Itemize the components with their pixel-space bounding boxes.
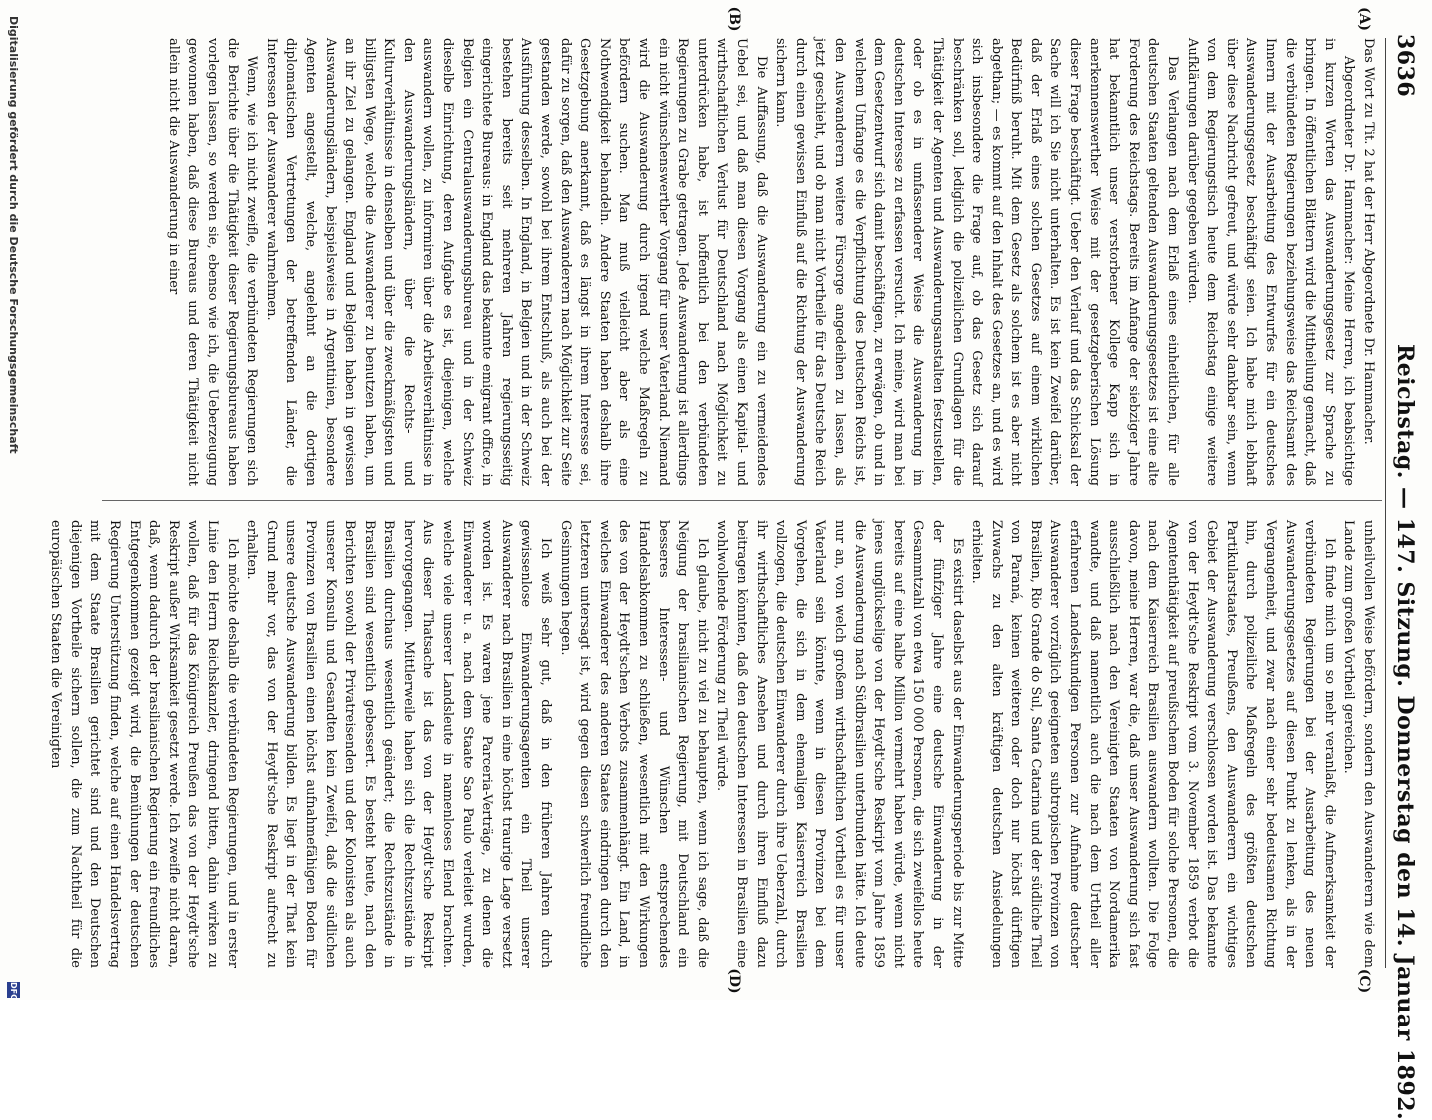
column-rule — [102, 500, 1382, 501]
footer-text: Digitalisierung gefördert durch die Deutsche Forschungsgemeinschaft — [7, 16, 20, 454]
right-paragraph: Ich weiß sehr gut, daß in den früheren Jahren durch gewissenlose Einwanderungsagenten ein Theil unserer Auswanderer nach Brasilien in eine höchst traurige Lage versetzt worden ist. Es waren jene Parceria-Verträge, zu denen die Einwanderer u. a. nach dem Staate Sao Paulo verleitet wurden, welche viele unserer Landsleute in namenloses Elend brachten. Aus dieser Thatsache ist das von der Heydt'sche Reskript hervorgegangen. Mittlerweile haben sich die Rechtszustände in Brasilien durchaus wesentlich geändert; die Rechtszustände in Brasilien sind wesentlich gebessert. Es besteht heute, nach den Berichten sowohl der Privatreisenden und der Kolonisten als auch unserer Konsuln und Gesandten kein Zweifel, daß die südlichen Provinzen von Brasilien einen höchst aufnahmefähigen Boden für unsere deutsche Auswanderung bilden. Es liegt in der That kein Grund mehr vor, das von der Heydt'sche Reskript aufrecht zu erhalten. — [244, 520, 554, 968]
header-rule — [1385, 38, 1386, 968]
digitization-footer — [2, 0, 22, 1000]
speaker-intro: Das Wort zu Tit. 2 hat der Herr Abgeordnete Dr. Hammacher. — [1361, 38, 1376, 445]
right-paragraph: Ich glaube, nicht zu viel zu behaupten, wenn ich sage, daß die Neigung der brasilianischen Regierung, mit Deutschland ein besseres Interessen- und Wünschen entsprechendes Handelsabkommen zu schließen, wesentlich mit den Wirkungen des von der Heydt'schen Verbots zusammenhängt. Ein Land, in welches Einwanderer des anderen Staates eindringen durch den letzteren untersagt ist, wird gegen diesen schwerlich freundliche Gesinnungen hegen. — [557, 520, 710, 968]
dfg-logo: DFG — [9, 982, 18, 1001]
left-column — [128, 38, 1378, 486]
left-paragraph: Das Verlangen nach dem Erlaß eines einheitlichen, für alle deutschen Staaten geltenden Auswanderungsgesetzes ist eine alte Forderung des Reichstags. Bereits im Anfange der siebziger Jahre hat bekanntlich unser verstorbener Kollege Kapp sich in anerkennenswerther Weise mit der gesetzgeberischen Lösung dieser Frage beschäftigt. Ueber den Verlauf und das Schicksal der Sache will ich Sie nicht unterhalten. Es ist kein Zweifel darüber, daß der Erlaß eines solchen Gesetzes auf einem wirklichen Bedürfniß beruht. Mit dem Gesetz als solchem ist es aber nicht abgethan; — es kommt auf den Inhalt des Gesetzes an, und es wird sich insbesondere die Frage auf, ob das Gesetz sich darauf beschränken soll, lediglich die polizeilichen Grundlagen für die Thätigkeit der Agenten und Auswanderungsanstalten festzustellen, oder ob es in umfassenderer Weise die Auswanderung im deutschen Interesse zu erfassen versucht. Ich meine, wird man bei dem Gesetzentwurf sich damit beschäftigen, zu erwägen, ob und in welchem Umfange es die Verpflichtung des Deutschen Reichs ist, den Auswanderern weitere Fürsorge angedeihen zu lassen, als jetzt geschieht, und ob man nicht Vortheile für das Deutsche Reich durch einen gewissen Einfluß auf die Richtung der Auswanderung sichern kann. — [773, 38, 1181, 486]
right-column — [48, 520, 1378, 968]
left-paragraph: Abgeordneter Dr. Hammacher: Meine Herren, ich beabsichtige in kurzen Worten das Auswanderungsgesetz zur Sprache zu bringen. In öffentlichen Blättern wird die Mittheilung gemacht, daß die verbündeten Regierungen beziehungsweise das Reichsamt des Innern mit der Ausarbeitung des Entwurfes für ein deutsches Auswanderungsgesetz beschäftigt seien. Ich habe mich lebhaft über diese Nachricht gefreut, und würde sehr dankbar sein, wenn von dem Regierungstisch heute dem Reichstag einige weitere Aufklärungen darüber gegeben würden. — [1184, 38, 1357, 486]
left-paragraph: Wenn, wie ich nicht zweifle, die verbündeten Regierungen sich die Berichte über die Thätigkeit dieser Regierungsbureaus haben vorlegen lassen, so werden sie, ebenso wie ich, die Ueberzeugung gewonnen haben, daß diese Bureaus und deren Thätigkeit nicht allein nicht die Auswanderung in einer — [165, 38, 260, 486]
right-paragraph: Es existirt daselbst aus der Einwanderungsperiode bis zur Mitte der fünfziger Jahre eine deutsche Einwanderung in der Gesammtzahl von etwa 150 000 Personen, die sich zweifellos heute bereits auf eine halbe Million vermehrt haben würde, wenn nicht jenes unglückselige von der Heydt'sche Reskript vom Jahre 1859 die Auswanderung nach Südbrasilien unterbunden hätte. Ich deute nur an, von welch großem wirthschaftlichen Vortheil es für unser Vaterland sein könnte, wenn in diesen Provinzen bei dem Vorgehen, die sich in dem ehemaligen Kaiserreich Brasilien vollzogen, die deutschen Einwanderer durch ihre Ueberzahl, durch ihr wirthschaftliches Ansehen und durch ihren Einfluß dazu beitragen könnten, daß den deutschen Interessen in Brasilien eine wohlwollende Förderung zu Theil würde. — [714, 520, 965, 968]
right-paragraph: Ich möchte deshalb die verbündeten Regierungen, und in erster Linie den Herrn Reichskanzler, dringend bitten, dahin wirken zu wollen, daß für das Königreich Preußen das von der Heydt'sche Reskript außer Wirksamkeit gesetzt werde. Ich zweifle nicht daran, daß, wenn dadurch der brasilianischen Regierung ein freundliches Entgegenkommen gezeigt wird, die Bemühungen der deutschen Regierung Unterstützung finden, welche auf einen Handelsvertrag mit dem Staate Brasilien gerichtet sind und den Deutschen diejenigen Vortheile sichern sollen, die zum Nachtheil für die europäischen Staaten die Vereinigten — [48, 520, 240, 968]
margin-mark-a: (A) — [1356, 6, 1372, 32]
margin-mark-c: (C) — [1356, 968, 1372, 994]
page-number: 3636 — [1392, 34, 1418, 98]
right-paragraph: Ich finde mich um so mehr veranlaßt, die Aufmerksamkeit der verbündeten Regierungen bei der Ausarbeitung des neuen Auswanderungsgesetzes auf diesen Punkt zu lenken, als in der Vergangenheit, und zwar nach einer sehr bedeutsamen Richtung hin, durch polizeiliche Maßregeln des größten deutschen Partikularstaates, Preußens, den Auswanderern ein wichtiges Gebiet der Auswanderung verschlossen worden ist. Das bekannte von der Heydt'sche Reskript vom 3. November 1859 verbot die Agententhätigkeit auf preußischem Boden für solche Personen, die nach dem Kaiserreich Brasilien auswandern wollten. Die Folge davon, meine Herren, war die, daß unser Auswanderung sich fast ausschließlich nach den Vereinigten Staaten von Nordamerika wandte, und daß namentlich auch die nach dem Urtheil aller erfahrenen Landeskundigen Personen zur Aufnahme deutscher Auswanderer vorzüglich geeigneten subtropischen Provinzen von Brasilien, Rio Grande do Sul, Santa Catarina und der südliche Theil von Paraná, keinen weiteren oder doch nur höchst dürftigen Zuwachs zu den alten kräftigen deutschen Ansiedelungen erhielten. — [969, 520, 1337, 968]
page-header — [1386, 14, 1426, 1120]
right-paragraph: unheilvollen Weise befördern, sondern den Auswanderern wie dem Lande zum großen Vortheil gereichen. — [1341, 520, 1376, 968]
margin-mark-d: (D) — [726, 968, 742, 994]
running-title: Reichstag. — 147. Sitzung. Donnerstag den 14. Januar 1892. — [1392, 344, 1418, 1120]
left-paragraph: Die Auffassung, daß die Auswanderung ein zu vermeidendes Uebel sei, und daß man diesen Vorgang als einen Kapital- und wirthschaftlichen Verlust für Deutschland nach Möglichkeit zu unterdrücken habe, ist hoffentlich bei den verbündeten Regierungen zu Grabe getragen. Jede Auswanderung ist allerdings ein nicht wünschenswerther Vorgang für unser Vaterland. Niemand wird die Auswanderung durch irgend welche Maßregeln zu befördern suchen. Man muß vielleicht aber als eine Nothwendigkeit behandeln. Andere Staaten haben deshalb ihre Gesetzgebung anerkannt, daß es längst in ihrem Interesse sei, dafür zu sorgen, daß den Auswanderern nach Möglichkeit zur Seite gestanden werde, sowohl bei ihrem Entschluß, als auch bei der Ausführung desselben. In England, in Belgien und in der Schweiz bestehen bereits seit mehreren Jahren regierungsseitig eingerichtete Bureaus: in England das bekannte emigrant office, in Belgien ein Centralauswanderungsbureau und in der Schweiz dieselbe Einrichtung, deren Aufgabe es ist, diejenigen, welche auswandern wollen, zu informiren über die Arbeitsverhältnisse in den Auswanderungsländern, über die Rechts- und Kulturverhältnisse in denselben und über die zweckmäßigsten und billigsten Wege, welche die Auswanderer zu benutzen haben, um an ihr Ziel zu gelangen. England und Belgien haben in gewissen Auswanderungsländern, beispielsweise in Argentinien, besondere Agenten angestellt, welche, angelehnt an die dortigen diplomatischen Vertretungen der betreffenden Länder, die Interessen der Auswanderer wahrnehmen. — [263, 38, 769, 486]
margin-mark-b: (B) — [726, 6, 742, 32]
